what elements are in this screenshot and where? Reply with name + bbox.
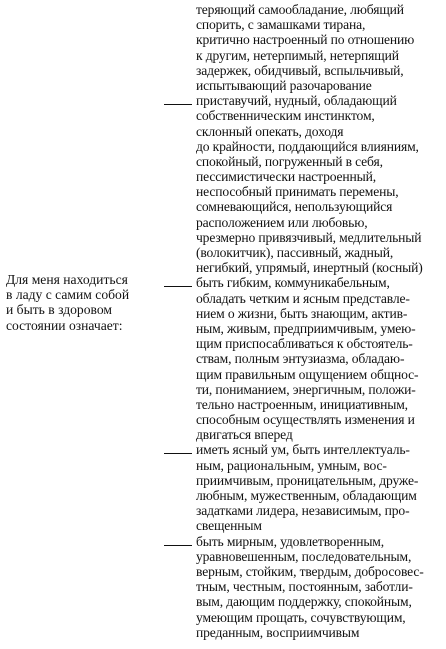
answer-blank-line[interactable] (164, 286, 192, 287)
option-text-line: тным, честным, постоянным, заботли- (196, 579, 413, 595)
option-text-line: уравновешенным, последовательным, (196, 548, 412, 564)
option-text-line: испытывающий разочарование (196, 77, 372, 93)
option-text-line: теряющий самообладание, любящий (196, 2, 404, 17)
option-text-line: вым, дающим поддержку, спокойным, (196, 594, 412, 610)
option-text-line: склонный опекать, доходя (196, 123, 344, 139)
option-item (196, 93, 442, 275)
option-item-continued (196, 2, 442, 93)
option-text-line: способным осуществлять изменения и (196, 412, 415, 428)
answer-blank-line[interactable] (164, 453, 192, 454)
option-item (196, 275, 442, 442)
option-text-line: приимчивым, проницательным, друже- (196, 472, 419, 488)
option-text-line: ным, рациональным, умным, вос- (196, 457, 387, 473)
option-text-line: умеющим прощать, сочувствующим, (196, 609, 406, 625)
option-text-line: обладать четким и ясным представле- (196, 290, 410, 306)
option-text-line: чрезмерно привязчивый, медлительный (196, 229, 422, 245)
option-text-line: любным, мужественным, обладающим (196, 488, 417, 503)
option-text-line: до крайности, поддающийся влияниям, (196, 138, 419, 154)
option-item (196, 442, 442, 533)
option-text-line: критично настроенный по отношению (196, 32, 415, 48)
option-text-line: задатками лидера, независимым, про- (196, 503, 410, 519)
option-text-line: быть гибким, коммуникабельным, (196, 275, 390, 291)
option-text-line: пессимистически настроенный, (196, 169, 377, 185)
option-text-line: собственническим инстинктом, (196, 108, 375, 124)
option-text-line: быть мирным, удовлетворенным, (196, 533, 385, 549)
option-text-line: негибкий, упрямый, инертный (косный) (196, 260, 423, 276)
question-label-line: в ладу с самим собой (6, 287, 130, 303)
question-label (6, 272, 156, 333)
options-column (196, 2, 442, 640)
option-text-line: приставучий, нудный, обладающий (196, 93, 397, 109)
option-text-line: неспособный принимать перемены, (196, 184, 399, 200)
option-text-line: к другим, нетерпимый, нетерпящий (196, 47, 399, 63)
option-text-line: преданным, восприимчивым (196, 624, 360, 640)
option-text-line: щим правильным ощущением общнос- (196, 366, 419, 382)
option-text-line: ти, пониманием, энергичным, положи- (196, 381, 416, 397)
option-text-line: верным, стойким, твердым, добросовес- (196, 563, 424, 579)
answer-blank-line[interactable] (164, 545, 192, 546)
option-text-line: (волокитчик), пассивный, жадный, (196, 245, 394, 260)
option-text-line: тельно настроенным, инициативным, (196, 396, 408, 412)
question-label-line: состоянии означает: (6, 317, 123, 333)
option-text-line: задержек, обидчивый, вспыльчивый, (196, 62, 404, 78)
option-text-line: свещенным (196, 518, 262, 534)
option-text-line: иметь ясный ум, быть интеллектуаль- (196, 442, 410, 458)
option-text-line: щим приспосабливаться к обстоятель- (196, 336, 413, 352)
option-text-line: расположением или любовью, (196, 214, 368, 230)
option-text-line: ствам, полным энтузиазма, обладаю- (196, 351, 405, 367)
question-label-line: и быть в здоровом (6, 302, 112, 318)
option-text-line: спорить, с замашками тирана, (196, 17, 366, 33)
option-item (196, 534, 442, 640)
option-text-line: нием о жизни, быть знающим, актив- (196, 305, 408, 321)
option-text-line: сомневающийся, непользующийся (196, 199, 393, 215)
answer-blank-line[interactable] (164, 104, 192, 105)
option-text-line: двигаться вперед (196, 427, 293, 443)
option-text-line: ным, живым, предприимчивым, умею- (196, 320, 416, 336)
question-label-line: Для меня находиться (6, 272, 128, 287)
option-text-line: спокойный, погруженный в себя, (196, 153, 383, 169)
